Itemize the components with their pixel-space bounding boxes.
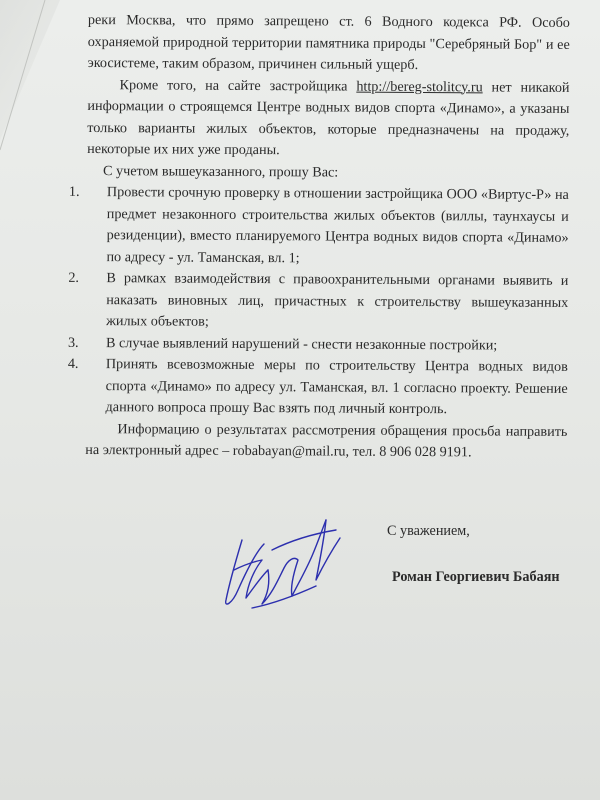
request-intro: С учетом вышеуказанного, прошу Вас: — [102, 162, 339, 181]
request-item-text: Принять всевозможные меры по строительству Центра водных видов спорта «Динамо» по адресу ул. Таманская, вл. 1 согласно проекту. Решение данного вопроса прошу Вас взять под личный контроль. — [105, 356, 568, 418]
closing-phrase: С уважением, — [387, 523, 470, 539]
request-item-text: В рамках взаимодействия с правоохранительными органами выявить и наказать виновных лиц, причастных к строительству вышеуказанных жилых объектов; — [106, 270, 569, 330]
paragraph-developer-site-start: Кроме того, на сайте застройщика — [119, 76, 357, 95]
request-item-number: 2. — [68, 269, 80, 286]
request-item-number: 1. — [68, 183, 80, 200]
signer-name: Роман Георгиевич Бабаян — [392, 569, 560, 585]
paragraph-contact: Информацию о результатах рассмотрения обращения просьба направить на электронный адрес – robabayan@mail.ru, тел. 8 906 028 9191. — [85, 420, 568, 461]
developer-site-link[interactable]: http://bereg-stolitcy.ru — [356, 78, 483, 95]
request-item-number: 3. — [67, 334, 79, 351]
request-item-text: Провести срочную проверку в отношении застройщика ООО «Виртус-Р» на предмет незаконного строительства жилых объектов (виллы, таунхаусы и резиденции), вместо планируемого Центра водных видов спорта «Динамо» по адресу - ул. Таманская, вл. 1; — [106, 184, 569, 266]
paragraph-developer-site-end: нет никакой информации о строящемся Центре водных видов спорта «Динамо», а указаны только варианты жилых объектов, которые предназначены на продажу, некоторые их них уже проданы. — [87, 78, 570, 159]
request-item-text: В случае выявлений нарушений - снести незаконные постройки; — [105, 334, 498, 354]
handwritten-signature — [212, 500, 352, 620]
paragraph-damage: реки Москва, что прямо запрещено ст. 6 Водного кодекса РФ. Особо охраняемой природной территории памятника природы "Серебряный Бор" и ее экосистеме, таким образом, причинен сильный ущерб. — [87, 11, 570, 74]
request-item-number: 4. — [67, 355, 79, 372]
